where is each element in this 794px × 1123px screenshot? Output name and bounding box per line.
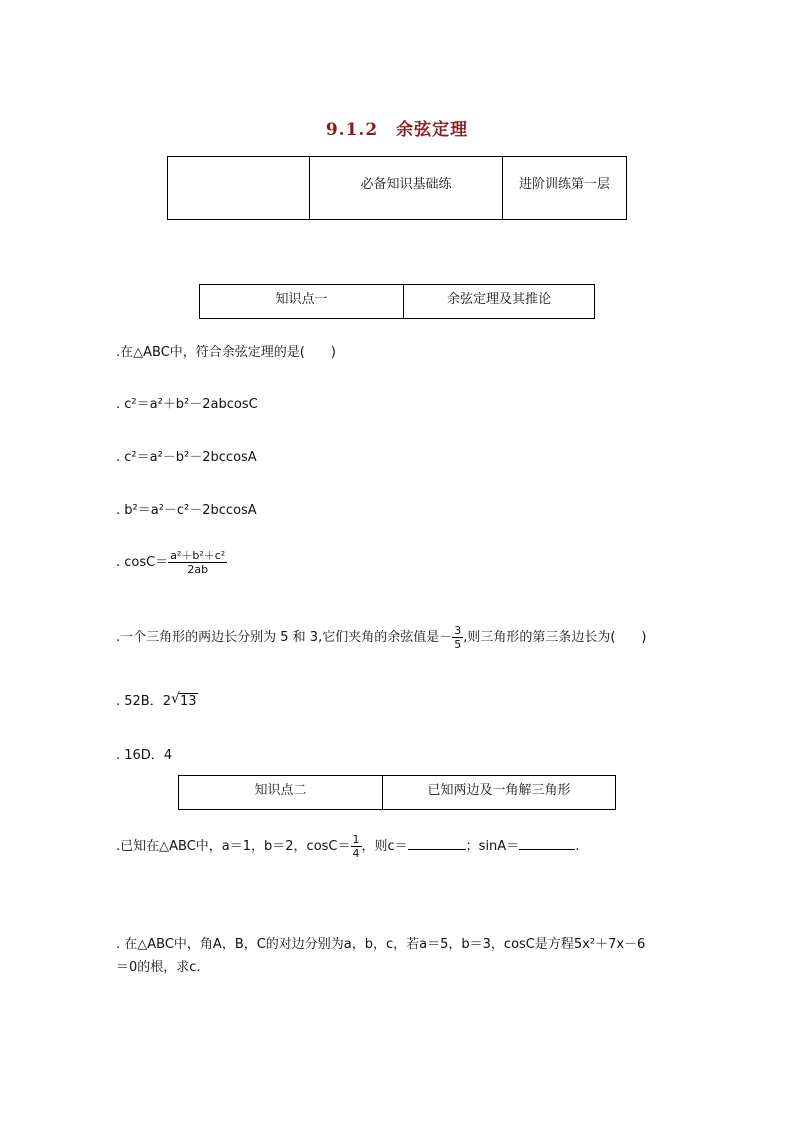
question-1-stem: .在△ABC中，符合余弦定理的是( ) xyxy=(116,345,336,360)
answer-blank-c[interactable] xyxy=(408,837,466,850)
question-2-stem-part-a: .一个三角形的两边长分别为 5 和 3,它们夹角的余弦值是－ xyxy=(116,630,453,645)
question-1-option-d xyxy=(116,549,227,576)
question-2-stem xyxy=(116,624,647,651)
option-d-prefix: . cosC＝ xyxy=(116,555,169,570)
question-4-line-2: ＝0的根，求c. xyxy=(116,960,201,975)
question-1-option-a: . c²＝a²＋b²－2abcosC xyxy=(116,397,258,412)
fraction-numerator: 1 xyxy=(352,833,360,846)
knowledge-point-1-topic: 余弦定理及其推论 xyxy=(404,285,595,319)
sqrt-symbol: √ xyxy=(171,691,180,707)
fraction-numerator: 3 xyxy=(454,624,462,637)
knowledge-point-2-topic: 已知两边及一角解三角形 xyxy=(383,776,616,810)
header-cell-advanced-training: 进阶训练第一层 xyxy=(503,157,627,220)
question-3-part-a: .已知在△ABC中，a＝1，b＝2，cosC＝ xyxy=(116,839,351,854)
fraction-denominator: 5 xyxy=(454,638,462,651)
question-3 xyxy=(116,833,579,860)
question-2-fraction xyxy=(452,624,463,651)
question-3-part-d: . xyxy=(575,839,580,854)
knowledge-point-2-table xyxy=(178,775,616,810)
radicand: 13 xyxy=(180,694,197,709)
knowledge-point-1-label: 知识点一 xyxy=(200,285,404,319)
fraction-numerator: a²＋b²＋c² xyxy=(170,549,226,562)
options-ab-text: . 52B．2 xyxy=(116,694,171,709)
knowledge-point-2-label: 知识点二 xyxy=(179,776,383,810)
question-2-options-ab xyxy=(116,690,198,709)
answer-blank-sina[interactable] xyxy=(519,837,575,850)
question-4-line-1: . 在△ABC中，角A，B，C的对边分别为a，b，c，若a＝5，b＝3，cosC是方程5x²＋7x－6 xyxy=(116,937,646,952)
question-3-part-c: ；sinA＝ xyxy=(465,839,520,854)
question-1-option-c: . b²＝a²－c²－2bccosA xyxy=(116,503,257,518)
sqrt-expression xyxy=(171,691,198,709)
question-2-options-cd: . 16D．4 xyxy=(116,748,173,763)
header-cell-basic-practice: 必备知识基础练 xyxy=(310,157,503,220)
header-table xyxy=(167,156,627,220)
page-title: 9.1.2 余弦定理 xyxy=(325,120,469,140)
knowledge-point-1-table xyxy=(199,284,595,319)
question-2-stem-part-b: ,则三角形的第三条边长为( ) xyxy=(463,630,647,645)
question-1-option-b: . c²＝a²－b²－2bccosA xyxy=(116,450,257,465)
fraction-denominator: 4 xyxy=(352,847,360,860)
header-cell-blank xyxy=(168,157,310,220)
fraction-denominator: 2ab xyxy=(187,563,209,576)
question-3-fraction xyxy=(351,833,362,860)
option-d-fraction xyxy=(168,549,227,576)
question-3-part-b: ，则c＝ xyxy=(361,839,408,854)
